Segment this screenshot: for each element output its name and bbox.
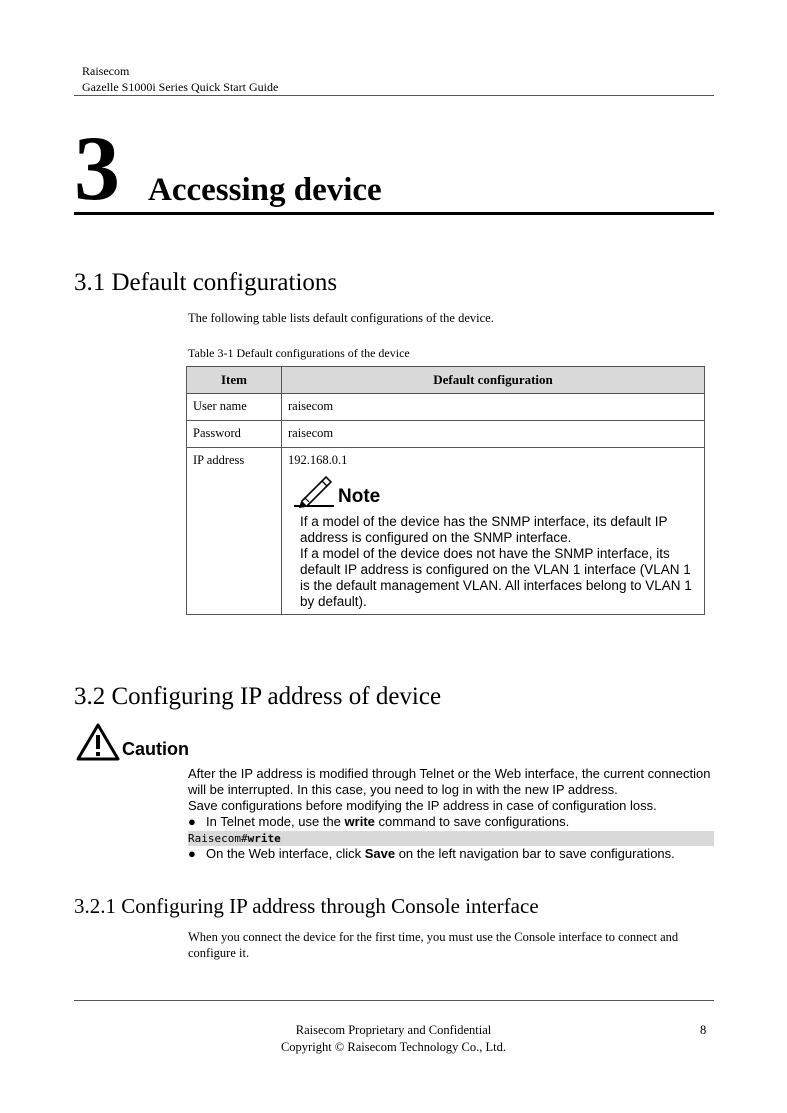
caution-label: Caution: [122, 739, 189, 759]
pencil-icon: [292, 474, 336, 508]
bullet-text: In Telnet mode, use the write command to save configurations.: [206, 814, 570, 829]
warning-triangle-icon: [76, 722, 120, 762]
section-heading-default-configurations: 3.1 Default configurations: [74, 269, 338, 296]
command-keyword: write: [344, 814, 375, 829]
header-divider: [74, 95, 714, 96]
footer-confidential: Raisecom Proprietary and Confidential: [295, 1023, 492, 1037]
table-caption: Table 3-1 Default configurations of the device: [188, 346, 410, 360]
table-cell-item: User name: [187, 394, 282, 421]
table-cell-value: 192.168.0.1: [288, 453, 348, 467]
section-heading-console-interface: 3.2.1 Configuring IP address through Console interface: [74, 894, 539, 918]
table-header-item: Item: [187, 367, 282, 394]
bullet-item: [188, 846, 714, 862]
table-header-default-configuration: Default configuration: [282, 367, 705, 394]
bullet-dot: ●: [188, 846, 196, 861]
caution-body: [188, 766, 714, 862]
save-keyword: Save: [364, 846, 396, 861]
chapter-heading: [74, 117, 714, 219]
note-body: [300, 514, 695, 610]
table-row: [187, 421, 705, 448]
table-header-row: [187, 367, 705, 394]
header-company: Raisecom: [82, 64, 130, 78]
chapter-title: Accessing device: [148, 172, 382, 208]
command-example: [188, 831, 714, 846]
footer-divider: [74, 1000, 714, 1001]
table-cell-value-with-note: [282, 448, 705, 615]
page-number: 8: [700, 1023, 707, 1037]
header-guide-title: Gazelle S1000i Series Quick Start Guide: [82, 80, 279, 94]
bullet-item: [188, 814, 714, 830]
command-text: write: [247, 832, 281, 845]
bullet-dot: ●: [188, 814, 196, 829]
note-label: Note: [338, 486, 381, 507]
command-prompt: Raisecom#: [188, 832, 248, 845]
table-cell-value: raisecom: [282, 394, 705, 421]
section-intro: The following table lists default configurations of the device.: [188, 311, 494, 325]
table-cell-value: raisecom: [282, 421, 705, 448]
chapter-number: 3: [74, 117, 120, 219]
table-row: [187, 448, 705, 615]
caution-paragraph: After the IP address is modified through Telnet or the Web interface, the current connection will be interrupted. In this case, you need to log in with the new IP address.: [188, 766, 711, 797]
note-heading: [292, 474, 698, 508]
caution-heading: [76, 722, 189, 762]
table-cell-item: Password: [187, 421, 282, 448]
table-cell-item: IP address: [187, 448, 282, 615]
table-row: [187, 394, 705, 421]
chapter-divider: [74, 212, 714, 215]
caution-paragraph: Save configurations before modifying the IP address in case of configuration loss.: [188, 798, 657, 813]
section-console-body: When you connect the device for the first time, you must use the Console interface to connect and configure it.: [188, 930, 679, 960]
section-heading-configuring-ip: 3.2 Configuring IP address of device: [74, 683, 442, 710]
default-config-table: [186, 366, 705, 615]
footer-copyright: Copyright © Raisecom Technology Co., Ltd.: [280, 1040, 507, 1054]
bullet-text: On the Web interface, click Save on the left navigation bar to save configurations.: [206, 846, 675, 861]
note-line: If a model of the device does not have the SNMP interface, its default IP address is configured on the VLAN 1 interface (VLAN 1 is the default management VLAN. All interfaces belong to VLAN 1 by default).: [300, 546, 692, 609]
note-line: If a model of the device has the SNMP interface, its default IP address is configured on the SNMP interface.: [300, 514, 668, 545]
